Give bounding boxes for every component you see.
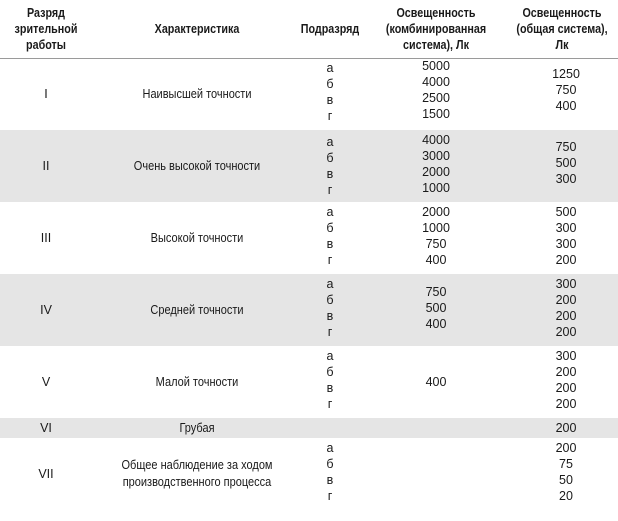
subrank-item: а bbox=[326, 277, 334, 291]
subrank-item: б bbox=[326, 293, 334, 307]
subrank-list bbox=[302, 440, 358, 504]
subrank-list bbox=[302, 204, 358, 268]
general-values bbox=[512, 276, 618, 340]
combined-value: 400 bbox=[425, 374, 447, 389]
general-value: 200 bbox=[555, 253, 577, 267]
rank-cell: VI bbox=[40, 420, 52, 435]
general-values bbox=[512, 440, 618, 504]
header-subrank bbox=[296, 0, 365, 58]
combined-value: 1000 bbox=[422, 221, 450, 235]
rank-cell: II bbox=[42, 158, 50, 173]
general-value: 50 bbox=[559, 473, 573, 487]
characteristic-cell: Средней точности bbox=[150, 302, 244, 317]
combined-value: 2000 bbox=[422, 205, 450, 219]
subrank-item: в bbox=[326, 309, 334, 323]
table-row bbox=[0, 202, 618, 274]
general-values bbox=[512, 204, 618, 268]
table-row bbox=[0, 418, 618, 438]
subrank-item: г bbox=[327, 325, 333, 339]
subrank-list bbox=[302, 348, 358, 412]
general-value: 400 bbox=[555, 99, 577, 113]
rank-cell: IV bbox=[40, 302, 52, 317]
subrank-item: г bbox=[327, 489, 333, 503]
general-value: 200 bbox=[555, 381, 577, 395]
general-value: 75 bbox=[559, 457, 573, 471]
general-value: 300 bbox=[555, 237, 577, 251]
table-row bbox=[0, 346, 618, 418]
header-subrank-label: Подразряд bbox=[300, 22, 360, 36]
subrank-item: в bbox=[326, 93, 334, 107]
header-combined bbox=[379, 0, 493, 58]
rank-cell: III bbox=[40, 230, 52, 245]
characteristic-cell: Наивысшей точности bbox=[142, 86, 252, 101]
subrank-item: б bbox=[326, 365, 334, 379]
general-value: 300 bbox=[555, 172, 577, 186]
general-value: 200 bbox=[555, 441, 577, 455]
characteristic-cell: Общее наблюдение за ходом производственного процесса bbox=[121, 458, 273, 489]
general-value: 200 bbox=[555, 365, 577, 379]
general-value: 200 bbox=[555, 420, 577, 435]
combined-value: 400 bbox=[425, 253, 447, 267]
combined-value: 750 bbox=[425, 237, 447, 251]
rank-cell: VII bbox=[38, 466, 54, 481]
characteristic-cell: Грубая bbox=[179, 420, 215, 435]
combined-value: 750 bbox=[425, 285, 447, 299]
combined-value: 1500 bbox=[422, 107, 450, 121]
subrank-item: в bbox=[326, 473, 334, 487]
header-characteristic-label: Характеристика bbox=[154, 22, 240, 36]
general-value: 200 bbox=[555, 325, 577, 339]
subrank-item: в bbox=[326, 167, 334, 181]
header-combined-label: Освещенность (комбинированная система), Лк bbox=[385, 6, 487, 52]
table-row bbox=[0, 438, 618, 521]
characteristic-cell: Малой точности bbox=[155, 374, 239, 389]
general-values bbox=[512, 348, 618, 412]
subrank-item: б bbox=[326, 221, 334, 235]
general-value: 750 bbox=[555, 83, 577, 97]
combined-values bbox=[382, 284, 490, 332]
combined-value: 4000 bbox=[422, 75, 450, 89]
header-rank-label: Разряд зрительной работы bbox=[14, 6, 78, 52]
combined-value: 1000 bbox=[422, 181, 450, 195]
rank-cell: V bbox=[41, 374, 51, 389]
header-general bbox=[512, 0, 612, 58]
general-values bbox=[512, 139, 618, 187]
combined-value: 400 bbox=[425, 317, 447, 331]
general-value: 750 bbox=[555, 140, 577, 154]
general-value: 1250 bbox=[552, 67, 580, 81]
subrank-item: г bbox=[327, 109, 333, 123]
subrank-item: б bbox=[326, 77, 334, 91]
general-value: 500 bbox=[555, 156, 577, 170]
characteristic-cell: Очень высокой точности bbox=[133, 158, 261, 173]
general-value: 200 bbox=[555, 293, 577, 307]
header-general-label: Освещенность (общая система), Лк bbox=[516, 6, 608, 52]
subrank-item: б bbox=[326, 457, 334, 471]
combined-values bbox=[382, 58, 490, 122]
combined-value: 3000 bbox=[422, 149, 450, 163]
subrank-list bbox=[302, 134, 358, 198]
general-value: 500 bbox=[555, 205, 577, 219]
subrank-list bbox=[302, 276, 358, 340]
subrank-item: г bbox=[327, 183, 333, 197]
combined-values bbox=[382, 132, 490, 196]
combined-value: 500 bbox=[425, 301, 447, 315]
general-value: 300 bbox=[555, 221, 577, 235]
combined-value: 4000 bbox=[422, 133, 450, 147]
subrank-item: в bbox=[326, 237, 334, 251]
subrank-item: а bbox=[326, 135, 334, 149]
subrank-item: в bbox=[326, 381, 334, 395]
subrank-item: г bbox=[327, 397, 333, 411]
general-value: 300 bbox=[555, 349, 577, 363]
subrank-item: а bbox=[326, 349, 334, 363]
subrank-item: а bbox=[326, 61, 334, 75]
subrank-item: а bbox=[326, 205, 334, 219]
general-value: 200 bbox=[555, 309, 577, 323]
general-value: 200 bbox=[555, 397, 577, 411]
table-row bbox=[0, 130, 618, 202]
combined-value: 2500 bbox=[422, 91, 450, 105]
header-rank bbox=[6, 0, 85, 58]
table-row bbox=[0, 274, 618, 346]
general-value: 300 bbox=[555, 277, 577, 291]
subrank-item: б bbox=[326, 151, 334, 165]
subrank-item: а bbox=[326, 441, 334, 455]
general-values bbox=[512, 66, 618, 114]
characteristic-cell: Высокой точности bbox=[150, 230, 244, 245]
combined-value: 2000 bbox=[422, 165, 450, 179]
general-value: 20 bbox=[559, 489, 573, 503]
table-row bbox=[0, 58, 618, 130]
combined-value: 5000 bbox=[422, 59, 450, 73]
rank-cell: I bbox=[44, 86, 48, 101]
combined-values bbox=[382, 204, 490, 268]
subrank-list bbox=[302, 60, 358, 124]
header-characteristic bbox=[107, 0, 288, 58]
subrank-item: г bbox=[327, 253, 333, 267]
